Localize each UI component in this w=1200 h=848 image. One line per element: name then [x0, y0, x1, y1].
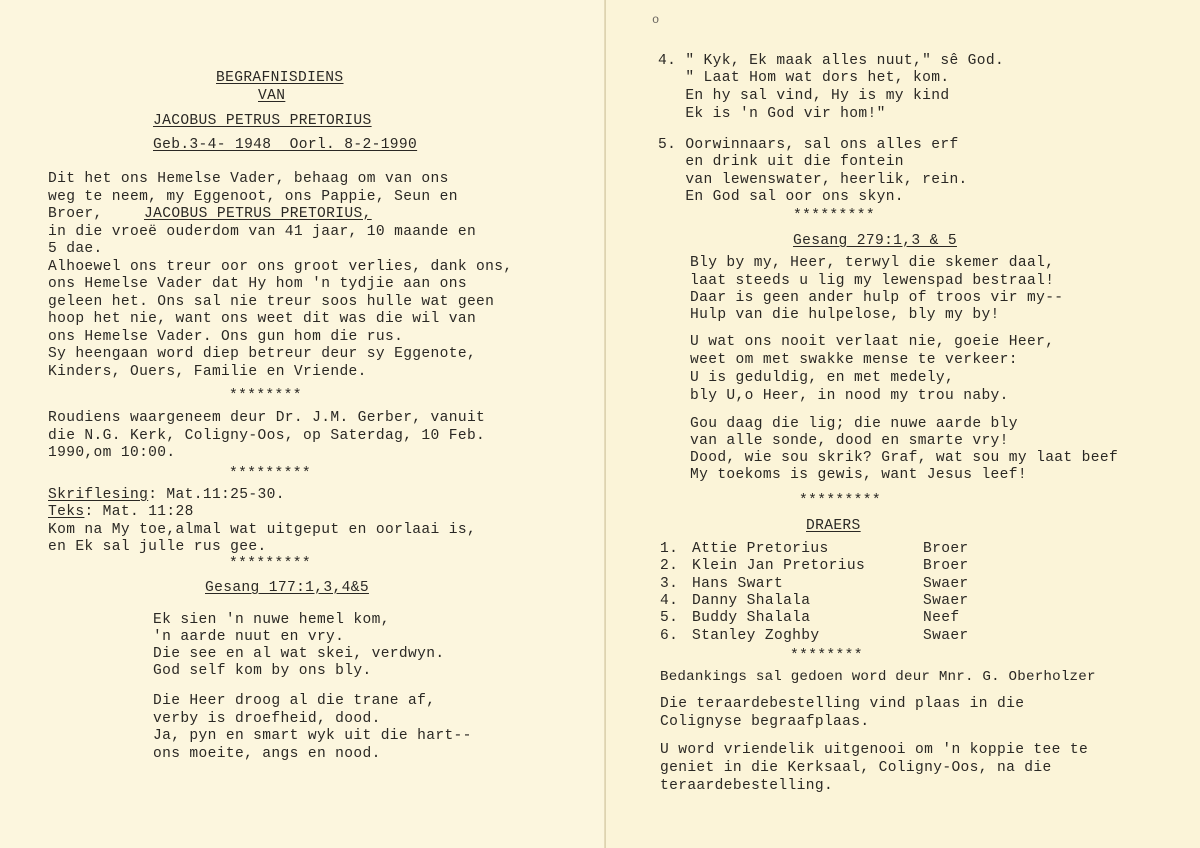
burial-line: Colignyse begraafplaas. [660, 714, 870, 730]
invite-line: teraardebestelling. [660, 778, 834, 794]
heading-van: VAN [258, 88, 286, 104]
bearer-number: 2. [660, 558, 679, 574]
bearer-number: 3. [660, 576, 679, 592]
scripture-reading-label: Skriflesing [48, 487, 149, 503]
verse-line: God self kom by ons bly. [153, 663, 372, 679]
separator: ********* [799, 493, 881, 509]
bearer-name: Stanley Zoghby [692, 628, 820, 644]
scripture-reading-value: : Mat.11:25-30. [148, 487, 285, 503]
sermon-text [48, 504, 194, 521]
separator: ********* [229, 466, 311, 482]
hymn-title: Gesang 177:1,3,4&5 [205, 580, 369, 596]
verse-line: Dood, wie sou skrik? Graf, wat sou my laat beef [690, 450, 1119, 466]
verse-line: 5. Oorwinnaars, sal ons alles erf [658, 137, 959, 153]
intro-line: in die vroeë ouderdom van 41 jaar, 10 maande en [48, 224, 477, 240]
service-line: Roudiens waargeneem deur Dr. J.M. Gerber, vanuit [48, 410, 486, 426]
heading-dates: Geb.3-4- 1948 Oorl. 8-2-1990 [153, 137, 418, 153]
verse-line: van alle sonde, dood en smarte vry! [690, 433, 1009, 449]
verse-line: 4. " Kyk, Ek maak alles nuut," sê God. [658, 53, 1005, 69]
intro-deceased-name: JACOBUS PETRUS PRETORIUS, [144, 206, 372, 222]
intro-line: Broer, [48, 206, 103, 222]
verse-line: Die see en al wat skei, verdwyn. [153, 646, 445, 662]
bearer-name: Buddy Shalala [692, 610, 811, 626]
heading-name: JACOBUS PETRUS PRETORIUS [153, 113, 372, 129]
bearer-relation: Swaer [923, 628, 969, 644]
right-page [606, 0, 1200, 848]
bearer-number: 5. [660, 610, 679, 626]
sermon-text-value: : Mat. 11:28 [84, 504, 194, 520]
invite-line: U word vriendelik uitgenooi om 'n koppie tee te [660, 742, 1089, 758]
heading-title: BEGRAFNISDIENS [216, 70, 344, 86]
intro-line: hoop het nie, want ons weet dit was die wil van [48, 311, 477, 327]
verse-line: en drink uit die fontein [658, 154, 904, 170]
bearer-number: 1. [660, 541, 679, 557]
scripture-reading [48, 487, 285, 504]
bearer-number: 4. [660, 593, 679, 609]
hymn-title: Gesang 279:1,3 & 5 [793, 233, 957, 249]
intro-line: Dit het ons Hemelse Vader, behaag om van ons [48, 171, 449, 187]
intro-line: weg te neem, my Eggenoot, ons Pappie, Seun en [48, 189, 458, 205]
verse-line: U wat ons nooit verlaat nie, goeie Heer, [690, 334, 1055, 350]
bearer-relation: Swaer [923, 593, 969, 609]
intro-line: Kinders, Ouers, Familie en Vriende. [48, 364, 367, 380]
verse-line: U is geduldig, en met medely, [690, 370, 955, 386]
verse-line: My toekoms is gewis, want Jesus leef! [690, 467, 1027, 483]
bearer-relation: Broer [923, 558, 969, 574]
intro-line: Sy heengaan word diep betreur deur sy Eggenote, [48, 346, 477, 362]
intro-line: geleen het. Ons sal nie treur soos hulle wat geen [48, 294, 495, 310]
verse-line: En God sal oor ons skyn. [658, 189, 904, 205]
quote-line: en Ek sal julle rus gee. [48, 539, 267, 555]
separator: ********* [229, 556, 311, 572]
verse-line: verby is droefheid, dood. [153, 711, 381, 727]
invite-line: geniet in die Kerksaal, Coligny-Oos, na die [660, 760, 1052, 776]
verse-line: ons moeite, angs en nood. [153, 746, 381, 762]
bearer-relation: Broer [923, 541, 969, 557]
separator: ********* [793, 208, 875, 224]
verse-line: Bly by my, Heer, terwyl die skemer daal, [690, 255, 1055, 271]
verse-line: Daar is geen ander hulp of troos vir my-- [690, 290, 1064, 306]
verse-line: Ek sien 'n nuwe hemel kom, [153, 612, 390, 628]
separator: ******** [790, 648, 863, 664]
verse-line: weet om met swakke mense te verkeer: [690, 352, 1018, 368]
burial-line: Die teraardebestelling vind plaas in die [660, 696, 1025, 712]
intro-line: ons Hemelse Vader dat Hy hom 'n tydjie aan ons [48, 276, 467, 292]
separator: ******** [229, 388, 302, 404]
page-mark: o [652, 13, 660, 27]
service-line: die N.G. Kerk, Coligny-Oos, op Saterdag, 10 Feb. [48, 428, 486, 444]
verse-line: Die Heer droog al die trane af, [153, 693, 436, 709]
intro-line: 5 dae. [48, 241, 103, 257]
quote-line: Kom na My toe,almal wat uitgeput en oorlaai is, [48, 522, 477, 538]
verse-line: van lewenswater, heerlik, rein. [658, 172, 968, 188]
verse-line: 'n aarde nuut en vry. [153, 629, 345, 645]
bearer-name: Attie Pretorius [692, 541, 829, 557]
verse-line: Ja, pyn en smart wyk uit die hart-- [153, 728, 472, 744]
thanks-text: Bedankings sal gedoen word deur Mnr. G. Oberholzer [660, 669, 1096, 685]
intro-line: ons Hemelse Vader. Ons gun hom die rus. [48, 329, 404, 345]
bearer-relation: Neef [923, 610, 960, 626]
bearer-name: Hans Swart [692, 576, 784, 592]
bearer-number: 6. [660, 628, 679, 644]
sermon-text-label: Teks [48, 504, 85, 520]
verse-line: Ek is 'n God vir hom!" [658, 106, 886, 122]
intro-line: Alhoewel ons treur oor ons groot verlies, dank ons, [48, 259, 513, 275]
verse-line: " Laat Hom wat dors het, kom. [658, 70, 950, 86]
service-line: 1990,om 10:00. [48, 445, 176, 461]
verse-line: bly U,o Heer, in nood my trou naby. [690, 388, 1009, 404]
bearer-relation: Swaer [923, 576, 969, 592]
verse-line: Gou daag die lig; die nuwe aarde bly [690, 416, 1018, 432]
bearer-name: Klein Jan Pretorius [692, 558, 866, 574]
verse-line: laat steeds u lig my lewenspad bestraal! [690, 273, 1055, 289]
verse-line: En hy sal vind, Hy is my kind [658, 88, 950, 104]
verse-line: Hulp van die hulpelose, bly my by! [690, 307, 1000, 323]
bearers-title: DRAERS [806, 518, 861, 534]
bearer-name: Danny Shalala [692, 593, 811, 609]
